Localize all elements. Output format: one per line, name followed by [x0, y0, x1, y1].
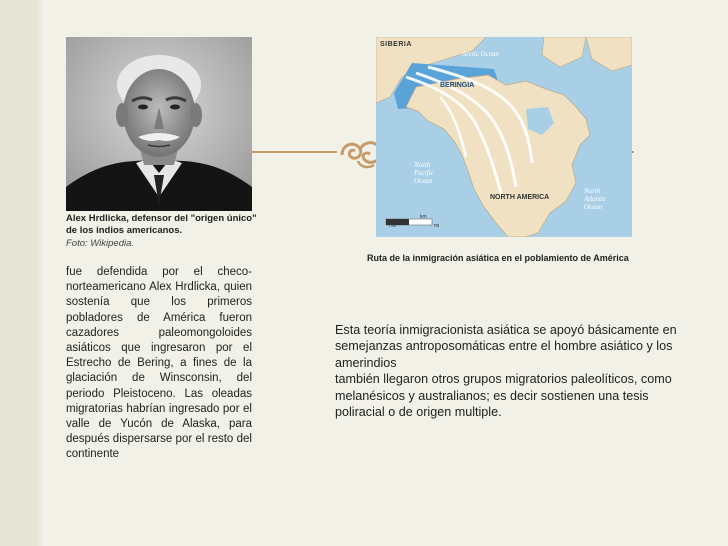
map-label-arctic: Arctic Ocean: [462, 50, 499, 58]
pacific-line-1: North: [414, 161, 431, 169]
scale-750: 750: [388, 223, 397, 229]
pacific-line-3: Ocean: [414, 177, 433, 185]
atlantic-line-3: Ocean: [584, 203, 603, 211]
map-label-north-america: NORTH AMERICA: [490, 194, 550, 201]
map-label-pacific: [414, 161, 434, 185]
right-body-text: [335, 322, 680, 420]
map-label-atlantic: [584, 187, 606, 211]
left-body-text: fue defendida por el checo-norteamericano Alex Hrdlicka, quien sostenía que los primeros pobladores de América fueron cazadores paleomongoloides asiáticos que ingresaron por el Estrecho de Bering, a fines de la glaciación de Winsconsin, del periodo Pleistoceno. Las oleadas migratorias habrían ingresado por el valle de Yucón de Alaska, para después dispersarse por el resto del continente: [66, 266, 252, 461]
left-stripe: [0, 0, 38, 546]
map-caption: Ruta de la inmigración asiática en el poblamiento de América: [367, 253, 629, 263]
left-stripe-line: [38, 0, 43, 546]
map-label-beringia: BERINGIA: [440, 82, 475, 89]
atlantic-line-1: North: [584, 187, 601, 195]
right-paragraph-2: también llegaron otros grupos migratorios paleolíticos, como melanésicos y australianos; es decir sostienen una tesis poliracial o de origen multiple.: [335, 372, 672, 420]
scale-mi: mi: [434, 223, 440, 229]
map-label-siberia: SIBERIA: [380, 41, 412, 48]
pacific-line-2: Pacific: [414, 169, 434, 177]
atlantic-line-2: Atlantic: [584, 195, 607, 203]
right-paragraph-1: Esta teoría inmigracionista asiática se apoyó básicamente en semejanzas antroposomáticas entre el hombre asiático y los amerindios: [335, 323, 677, 370]
portrait-photo: [66, 37, 252, 211]
migration-map: [376, 37, 632, 237]
divider-rule-left: [252, 151, 337, 153]
photo-credit: Foto: Wikipedia.: [66, 238, 135, 249]
scale-km: km: [420, 214, 427, 220]
photo-caption: Alex Hrdlicka, defensor del "origen único" de los indios americanos.: [66, 213, 257, 236]
